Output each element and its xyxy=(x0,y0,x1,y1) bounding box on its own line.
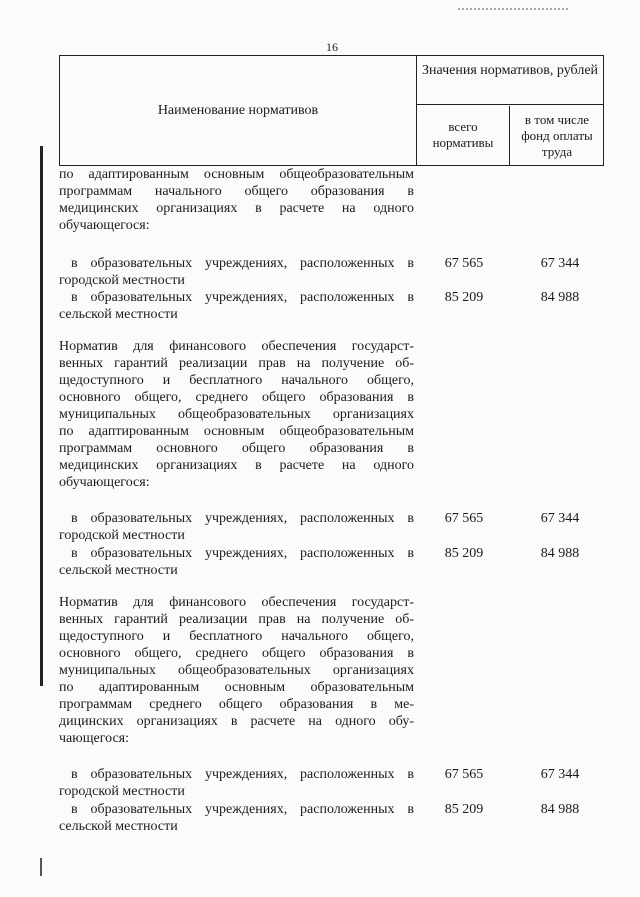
row-label-line: в образовательных учреждениях, расположенных в xyxy=(71,546,414,561)
row-label-line: городской местности xyxy=(59,273,185,288)
text-line: программам среднего общего образования в ме- xyxy=(59,697,414,712)
section-description xyxy=(59,166,414,234)
text-line: обучающегося: xyxy=(59,475,150,490)
table-row xyxy=(59,545,604,585)
text-line: обучающегося: xyxy=(59,218,150,233)
header-values-title: Значения нормативов, рублей xyxy=(417,56,603,105)
row-label xyxy=(59,801,414,835)
text-line: муниципальных общеобразовательных организациях xyxy=(59,663,414,678)
row-label-line: в образовательных учреждениях, расположенных в xyxy=(71,767,414,782)
row-label-line: в образовательных учреждениях, расположенных в xyxy=(71,511,414,526)
page-number: 16 xyxy=(326,40,338,54)
value-fund: 84 988 xyxy=(540,290,580,305)
row-label-line: в образовательных учреждениях, расположенных в xyxy=(71,290,414,305)
row-label-line: в образовательных учреждениях, расположенных в xyxy=(71,802,414,817)
text-line: венных гарантий реализации прав на получение об- xyxy=(59,612,414,627)
table-row xyxy=(59,510,604,550)
text-line: венных гарантий реализации прав на получение об- xyxy=(59,356,414,371)
text-line: по адаптированным основным общеобразовательным xyxy=(59,167,414,182)
row-label-line: в образовательных учреждениях, расположенных в xyxy=(71,256,414,271)
value-total: 67 565 xyxy=(444,256,484,271)
margin-tick xyxy=(40,858,42,876)
row-label xyxy=(59,766,414,800)
text-line: Норматив для финансового обеспечения государст- xyxy=(59,595,414,610)
value-total: 85 209 xyxy=(444,802,484,817)
header-name-column: Наименование нормативов xyxy=(60,56,417,165)
row-label xyxy=(59,289,414,323)
value-fund: 84 988 xyxy=(540,546,580,561)
value-fund: 84 988 xyxy=(540,802,580,817)
text-line: медицинских организациях в расчете на одного xyxy=(59,458,414,473)
row-label-line: сельской местности xyxy=(59,307,178,322)
text-line: медицинских организациях в расчете на одного xyxy=(59,201,414,216)
section-description xyxy=(59,338,414,491)
value-total: 67 565 xyxy=(444,767,484,782)
header-values-group xyxy=(417,56,603,165)
text-line: щедоступного и бесплатного начального общего, xyxy=(59,629,414,644)
row-label xyxy=(59,255,414,289)
row-label-line: сельской местности xyxy=(59,819,178,834)
value-total: 85 209 xyxy=(444,546,484,561)
row-label-line: городской местности xyxy=(59,784,185,799)
text-line: по адаптированным основным общеобразовательным xyxy=(59,424,414,439)
table-row xyxy=(59,289,604,329)
row-label-line: городской местности xyxy=(59,528,185,543)
text-line: по адаптированным основным образовательным xyxy=(59,680,414,695)
row-label xyxy=(59,510,414,544)
section-description xyxy=(59,594,414,747)
text-line: программам начального общего образования в xyxy=(59,184,414,199)
table-row xyxy=(59,801,604,841)
text-line: чающегося: xyxy=(59,731,129,746)
text-line: основного общего, среднего общего образования в xyxy=(59,390,414,405)
table-row xyxy=(59,766,604,806)
value-fund: 67 344 xyxy=(540,511,580,526)
scan-top-mark xyxy=(458,8,568,15)
value-fund: 67 344 xyxy=(540,767,580,782)
value-total: 85 209 xyxy=(444,290,484,305)
margin-change-bar xyxy=(40,146,43,686)
header-total-column: всего нормативы xyxy=(417,106,510,165)
text-line: дицинских организациях в расчете на одного обу- xyxy=(59,714,414,729)
row-label xyxy=(59,545,414,579)
text-line: щедоступного и бесплатного начального общего, xyxy=(59,373,414,388)
text-line: программам основного общего образования в xyxy=(59,441,414,456)
text-line: муниципальных общеобразовательных организациях xyxy=(59,407,414,422)
value-fund: 67 344 xyxy=(540,256,580,271)
header-fund-column: в том числе фонд оплаты труда xyxy=(521,112,593,159)
row-label-line: сельской местности xyxy=(59,563,178,578)
table-header xyxy=(59,55,604,166)
text-line: Норматив для финансового обеспечения государст- xyxy=(59,339,414,354)
text-line: основного общего, среднего общего образования в xyxy=(59,646,414,661)
value-total: 67 565 xyxy=(444,511,484,526)
